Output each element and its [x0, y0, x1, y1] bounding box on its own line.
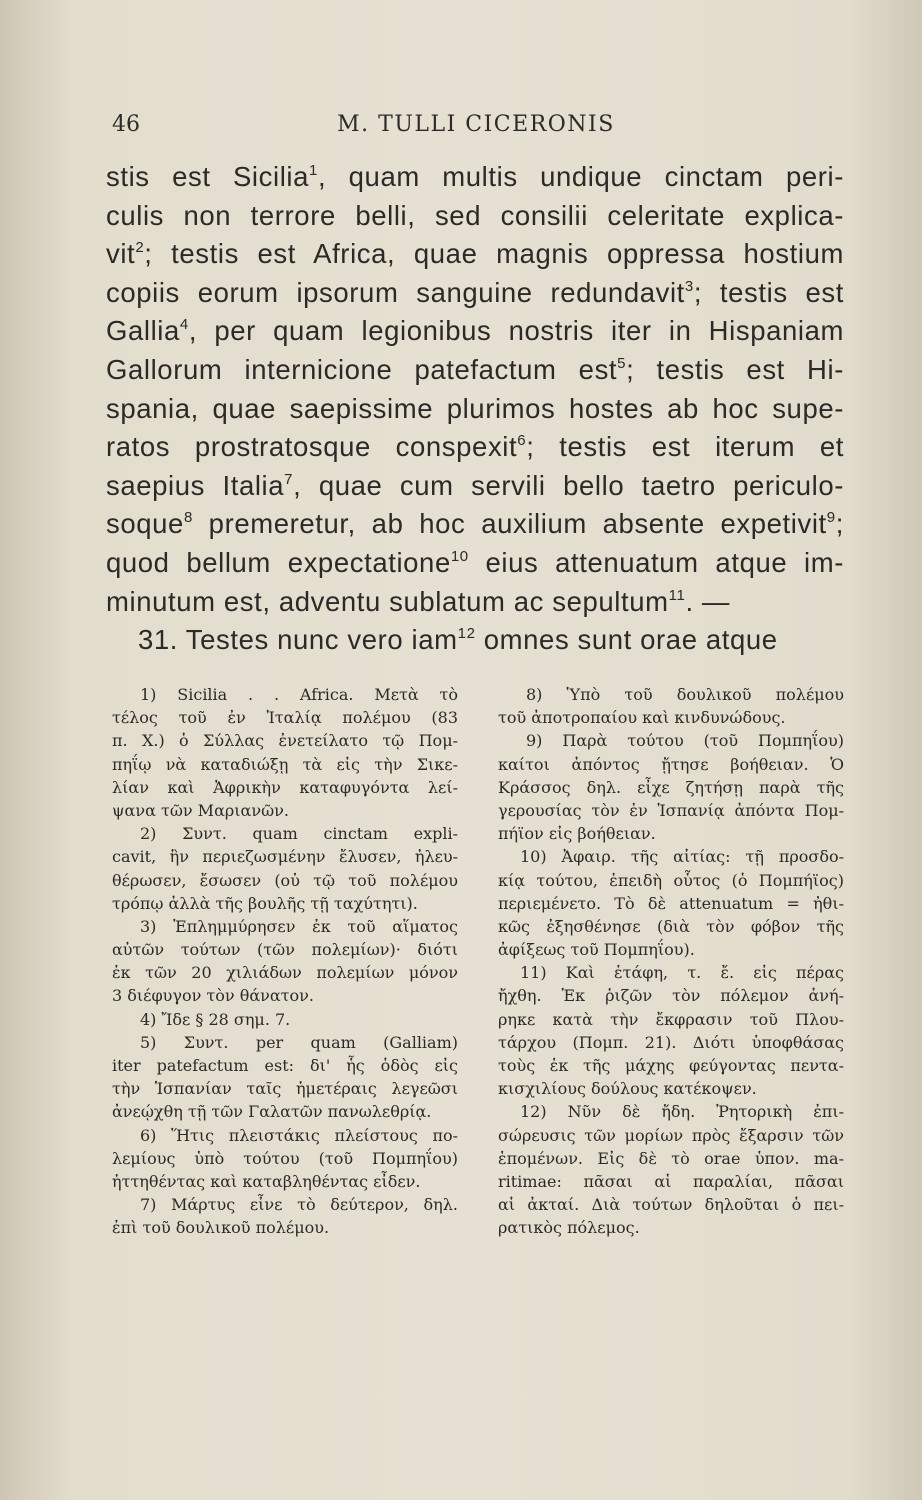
footnote-line: ψανα τῶν Μαριανῶν. [112, 800, 289, 820]
text-segment: soque [106, 508, 184, 540]
text-segment: spania, quae saepissime plurimos hostes ab hoc supe- [106, 392, 844, 424]
text-segment: copiis eorum ipsorum sanguine redundavit [106, 276, 685, 308]
footnote-line: τοῦ ἀποτροπαίου καὶ κινδυνώδους. [498, 708, 786, 728]
footnote-line: 10) Ἀφαιρ. τῆς αἰτίας: τῇ προσδο- [520, 847, 844, 867]
footnote-marker: 11 [668, 586, 686, 604]
footnote-line: 2) Συντ. quam cinctam expli- [140, 824, 458, 844]
page-header [112, 108, 840, 148]
page-number: 46 [112, 112, 140, 137]
footnote [498, 845, 844, 961]
footnote [112, 915, 458, 1008]
footnote-line: 1) Sicilia . . Africa. Μετὰ τὸ [140, 685, 458, 704]
footnote-marker: 1 [309, 162, 318, 179]
footnote-line: 4) Ἴδε § 28 σημ. 7. [140, 1009, 291, 1029]
text-segment: ; [835, 508, 844, 540]
footnote-line: 3) Ἐπλημμύρησεν ἐκ τοῦ αἵματος [140, 916, 458, 936]
footnote-marker: 2 [135, 239, 145, 257]
text-segment: eius attenuatum atque im- [468, 546, 844, 578]
text-segment: saepius Italia [106, 469, 285, 501]
footnote-line: ἐπὶ τοῦ δουλικοῦ πολέμου. [112, 1218, 330, 1238]
footnote-line: τάρχου (Πομπ. 21). Διότι ὑποφθάσας [498, 1032, 844, 1052]
text-line [106, 312, 844, 351]
text-line [106, 621, 844, 660]
text-segment: omnes sunt orae atque [475, 624, 778, 656]
footnote [112, 822, 458, 915]
footnote-line: ἀφίξεως τοῦ Πομπηΐου). [498, 940, 695, 960]
text-segment: , quae cum servili bello taetro periculo- [293, 469, 844, 501]
footnote-line: ἐκ τῶν 20 χιλιάδων πολεμίων μόνον [112, 963, 458, 983]
footnote [112, 1193, 458, 1239]
text-segment: vit [106, 238, 136, 270]
footnote-line: π. Χ.) ὁ Σύλλας ἐνετείλατο τῷ Πομ- [112, 731, 458, 751]
footnote-line: θέρωσεν, ἔσωσεν (οὐ τῷ τοῦ πολέμου [112, 870, 458, 890]
footnote-line: αὐτῶν τούτων (τῶν πολεμίων)· διότι [112, 940, 458, 960]
footnote-line: cavit, ἣν περιεζωσμένην ἔλυσεν, ἠλευ- [112, 847, 458, 867]
text-segment: culis non terrore belli, sed consilii celeritate explica- [106, 199, 844, 231]
footnote-line: 3 διέφυγον τὸν θάνατον. [112, 986, 314, 1006]
footnote-line: λεμίους ὑπὸ τούτου (τοῦ Πομπηΐου) [112, 1148, 458, 1168]
footnote [498, 961, 844, 1100]
text-line [106, 505, 844, 544]
footnote-line: 9) Παρὰ τούτου (τοῦ Πομπηΐου) [526, 731, 844, 751]
text-line [106, 428, 844, 467]
footnote [112, 683, 458, 822]
footnote-line: ἑπομένων. Εἰς δὲ τὸ orae ὑπον. ma- [498, 1148, 844, 1168]
footnote-marker: 10 [450, 547, 469, 565]
footnote [112, 1008, 458, 1031]
footnote-line: λίαν καὶ Ἀφρικὴν καταφυγόντα λεί- [112, 777, 458, 797]
footnote-line: τέλος τοῦ ἐν Ἰταλίᾳ πολέμου (83 [112, 708, 458, 728]
footnote-marker: 5 [617, 354, 627, 372]
footnote-line: κίᾳ τούτου, ἐπειδὴ οὗτος (ὁ Πομπήϊος) [498, 870, 844, 890]
footnote-line: ἀνεῴχθη τῇ τῶν Γαλατῶν πανωλεθρίᾳ. [112, 1102, 432, 1122]
footnotes-left-column [112, 683, 458, 1240]
footnote-marker: 6 [517, 432, 527, 450]
text-segment: . — [685, 585, 731, 617]
text-line [106, 467, 844, 506]
footnote-marker: 12 [457, 625, 476, 643]
text-segment: ratos prostratosque conspexit [106, 431, 518, 463]
text-segment: , quam multis undique cinctam peri- [317, 161, 845, 192]
footnotes [112, 683, 844, 1240]
text-segment: Gallorum internicione patefactum est [106, 353, 618, 385]
footnote-line: 8) Ὑπὸ τοῦ δουλικοῦ πολέμου [526, 685, 844, 704]
text-segment: ; testis est Africa, quae magnis oppressa hostium [144, 238, 844, 270]
footnote-line: πήϊον εἰς βοήθειαν. [498, 824, 656, 844]
text-line [106, 390, 844, 429]
text-segment: premeretur, ab hoc auxilium absente expetivit [192, 508, 827, 540]
footnote-marker: 9 [826, 509, 836, 527]
footnote-line: ρατικὸς πόλεμος. [498, 1218, 640, 1238]
text-line [106, 235, 844, 274]
footnote-line: 6) Ἥτις πλειστάκις πλείστους πο- [140, 1125, 458, 1145]
footnote [112, 1124, 458, 1194]
text-segment: quod bellum expectatione [106, 546, 451, 578]
footnote-line: 5) Συντ. per quam (Galliam) [140, 1032, 458, 1052]
footnote-line: ρηκε κατὰ τὴν ἔκφρασιν τοῦ Πλου- [498, 1009, 844, 1029]
text-line [106, 351, 844, 390]
text-segment: stis est Sicilia [106, 161, 310, 192]
footnote-line: αἱ ἀκταί. Διὰ τούτων δηλοῦται ὁ πει- [498, 1195, 844, 1215]
footnote-line: 7) Μάρτυς εἶνε τὸ δεύτερον, δηλ. [140, 1195, 458, 1215]
footnote-line: πηΐῳ νὰ καταδιώξῃ τὰ εἰς τὴν Σικε- [112, 754, 458, 774]
footnote-line: iter patefactum est: δι' ἧς ὁδὸς εἰς [112, 1056, 458, 1075]
footnote [112, 1031, 458, 1124]
text-segment: minutum est, adventu sublatum ac sepultum [106, 585, 669, 617]
footnote-line: κῶς ἐξησθένησε (διὰ τὸν φόβον τῆς [498, 916, 844, 936]
footnote-line: σώρευσις τῶν μορίων πρὸς ἔξαρσιν τῶν [498, 1125, 844, 1145]
footnote [498, 1100, 844, 1239]
text-line [106, 274, 844, 313]
footnote-line: τὴν Ἱσπανίαν ταῖς ἡμετέραις λεγεῶσι [112, 1079, 458, 1099]
footnote-line: τοὺς ἐκ τῆς μάχης φεύγοντας πεντα- [498, 1056, 844, 1075]
footnote-marker: 7 [284, 470, 294, 488]
footnote-line: τρόπῳ ἀλλὰ τῆς βουλῆς τῇ ταχύτητι). [112, 893, 418, 913]
text-segment: ; testis est Hi- [626, 353, 844, 385]
text-line [106, 544, 844, 583]
text-segment: Gallia [106, 315, 180, 347]
footnote-line: 11) Καὶ ἐτάφη, τ. ἔ. εἰς πέρας [520, 963, 844, 983]
footnote-marker: 3 [684, 277, 694, 295]
running-title: M. TULLI CICERONIS [337, 112, 615, 137]
footnote-line: Κράσσος δηλ. εἶχε ζητήσῃ παρὰ τῆς [498, 777, 844, 797]
footnote-line: ἡττηθέντας καὶ καταβληθέντας εἶδεν. [112, 1171, 421, 1191]
footnote-line: ἤχθη. Ἐκ ῥιζῶν τὸν πόλεμον ἀνή- [498, 986, 844, 1006]
footnote-line: 12) Νῦν δὲ ἤδη. Ῥητορικὴ ἐπι- [520, 1102, 844, 1122]
text-segment: 31. Testes nunc vero iam [138, 624, 458, 656]
footnote-marker: 4 [179, 316, 189, 334]
text-line [106, 158, 844, 197]
text-line [106, 583, 844, 622]
footnote [498, 683, 844, 729]
main-latin-text [106, 158, 844, 660]
footnote-line: ritimae: πᾶσαι αἱ παραλίαι, πᾶσαι [498, 1171, 844, 1191]
text-segment: ; testis est iterum et [526, 431, 844, 463]
footnote [498, 729, 844, 845]
footnote-marker: 8 [183, 509, 193, 527]
text-segment: ; testis est [693, 276, 844, 308]
footnote-line: καίτοι ἀπόντος ᾔτησε βοήθειαν. Ὁ [498, 754, 844, 774]
footnote-line: κισχιλίους δούλους κατέκοψεν. [498, 1079, 757, 1099]
text-line [106, 197, 844, 236]
footnote-line: περιεμένετο. Τὸ δὲ attenuatum = ἠθι- [498, 893, 844, 913]
footnotes-right-column [498, 683, 844, 1240]
footnote-line: γερουσίας τὸν ἐν Ἱσπανίᾳ ἀπόντα Πομ- [498, 800, 844, 820]
text-segment: , per quam legionibus nostris iter in Hispaniam [188, 315, 844, 347]
